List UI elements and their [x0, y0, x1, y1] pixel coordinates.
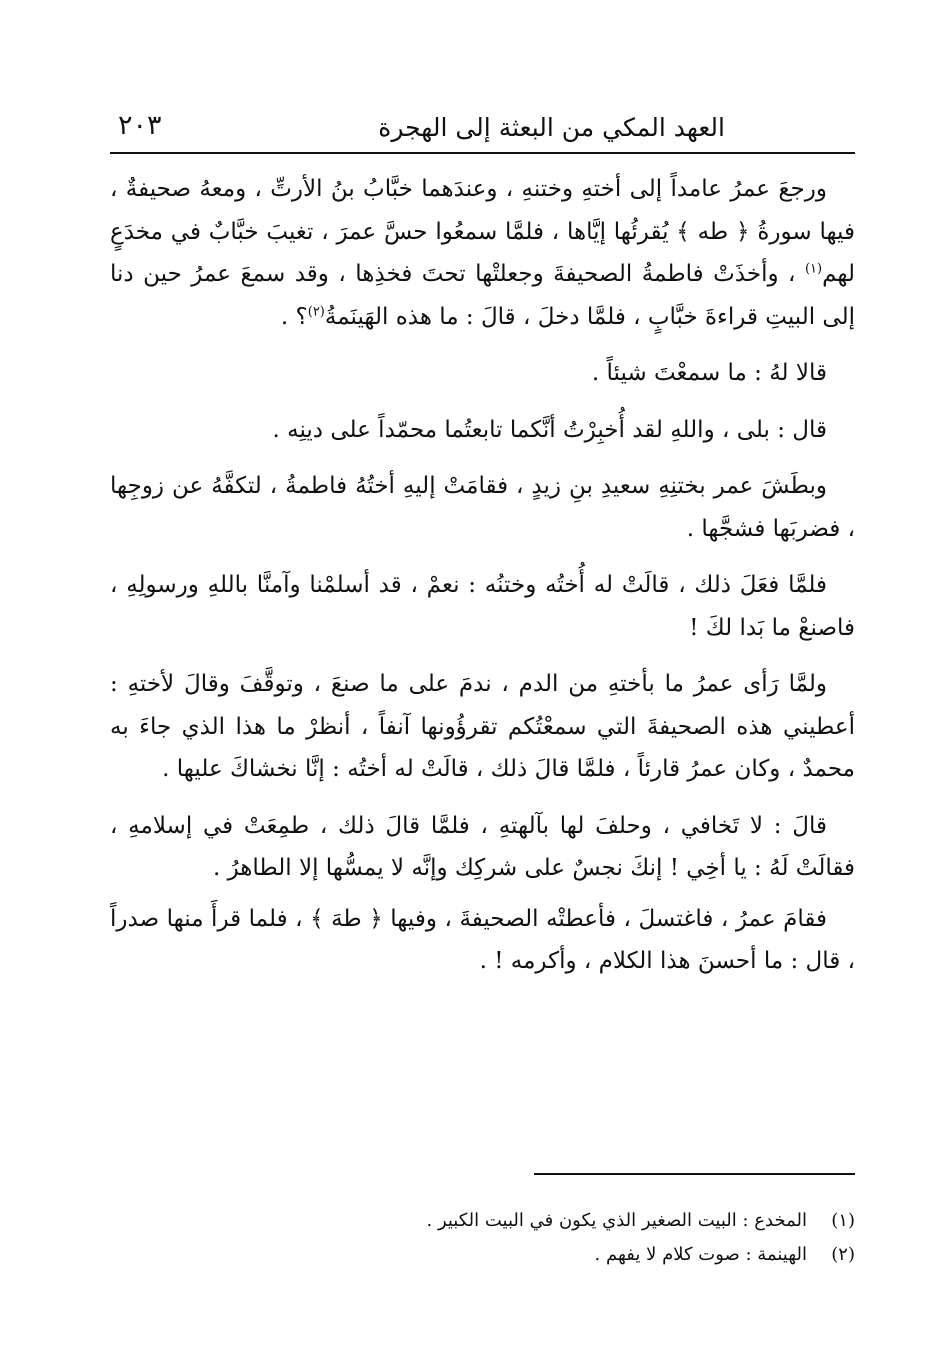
paragraph-text: ؟ . [280, 303, 308, 330]
paragraph: قالَ : لا تَخافي ، وحلفَ لها بآلهتهِ ، فلمَّا قالَ ذلك ، طمِعَتْ في إسلامهِ ، فقالَتْ لَهُ : يا أخِي ! إنكَ نجسٌ على شركِك وإنَّه لا يمسُّها إلا الطاهرُ . [110, 812, 855, 881]
footnote-1 [110, 1204, 855, 1238]
footnote-divider [534, 1173, 855, 1175]
paragraph: ولمَّا رَأى عمرُ ما بأختهِ من الدم ، ندمَ على ما صنعَ ، وتوقَّفَ وقالَ لأختهِ : أعطيني هذه الصحيفةَ التي سمعْتُكم تقرؤُونها آنفاً ، أنظرْ ما هذا الذي جاءَ به محمدٌ ، وكان عمرُ قارئاً ، فلمَّا قالَ ذلك ، قالَتْ له أختُه : إنَّا نخشاكَ عليها . [110, 671, 855, 782]
header-divider [110, 152, 855, 154]
running-title: العهد المكي من البعثة إلى الهجرة [378, 113, 725, 142]
paragraph: فلمَّا فعَلَ ذلك ، قالَتْ له أُختُه وختنُه : نعمْ ، قد أسلمْنا وآمنَّا باللهِ ورسولِهِ ، فاصنعْ ما بَدا لكَ ! [110, 572, 855, 641]
paragraph: قالا لهُ : ما سمعْتَ شيئاً . [591, 360, 827, 386]
footnote-text: المخدع : البيت الصغير الذي يكون في البيت الكبير . [426, 1210, 807, 1231]
footnote-number: (٢) [831, 1244, 855, 1265]
paragraph: وبطَشَ عمر بختنِهِ سعيدِ بنِ زيدٍ ، فقامَتْ إليهِ أختُهُ فاطمةُ ، لتكفَّهُ عن زوجِها ، فضربَها فشجَّها . [110, 473, 855, 542]
footnotes [110, 1204, 855, 1272]
footnote-text: الهينمة : صوت كلام لا يفهم . [594, 1244, 807, 1265]
footnote-ref-1: (١) [804, 261, 823, 277]
page-number: ٢٠٣ [118, 110, 162, 141]
paragraph: فقامَ عمرُ ، فاغتسلَ ، فأعطتْه الصحيفةَ ، وفيها ﴿ طهَ ﴾ ، فلما قرأَ منها صدراً ، قال : ما أحسنَ هذا الكلام ، وأكرمه ! . [110, 905, 855, 974]
paragraph: قال : بلى ، واللهِ لقد أُخبِرْتُ أنَّكما تابعتُما محمّداً على دينِه . [272, 416, 827, 443]
footnote-number: (١) [831, 1210, 855, 1231]
page-header [110, 108, 855, 148]
paragraph-text: ، وأخذَتْ فاطمةُ الصحيفةَ وجعلتْها تحتَ فخذِها ، وقد سمعَ عمرُ حين دنا إلى البيتِ قراءةَ خبَّابٍ ، فلمَّا دخلَ ، قالَ : ما هذه الهَينَمةُ [110, 261, 855, 330]
paragraph [110, 168, 855, 338]
footnote-2 [110, 1238, 855, 1272]
main-text [110, 168, 855, 997]
paragraph-text: ورجعَ عمرُ عامداً إلى أختهِ وختنهِ ، وعندَهما خبَّابُ بنُ الأرتِّ ، ومعهُ صحيفةٌ ، فيها سورةُ ﴿ طه ﴾ يُقرئُها إيَّاها ، فلمَّا سمعُوا حسَّ عمرَ ، تغيبَ خبَّابٌ في مخدَعٍ لهم [110, 176, 855, 287]
footnote-ref-2: (٢) [307, 303, 325, 319]
